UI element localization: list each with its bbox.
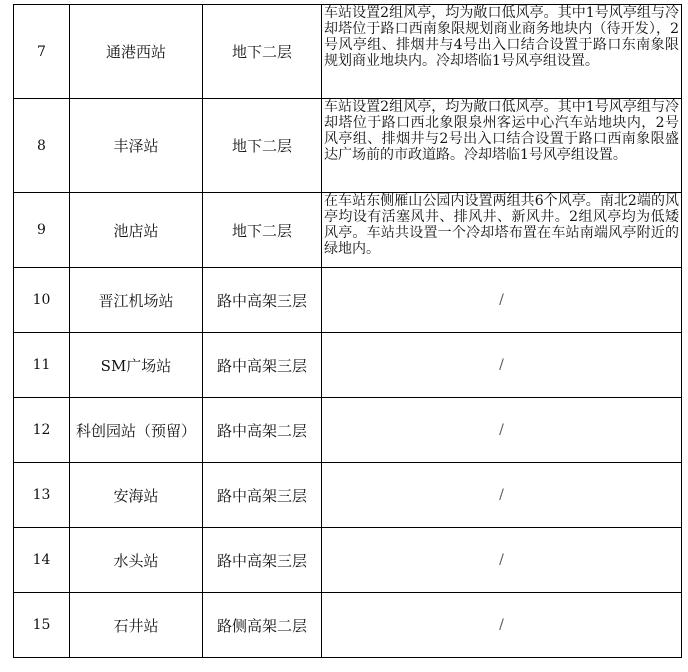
station-form: 路中高架三层: [203, 528, 322, 593]
table-row: [14, 193, 682, 268]
table-row: [14, 333, 682, 398]
station-name: 池店站: [70, 193, 203, 268]
row-number: 9: [14, 193, 70, 268]
station-name: 晋江机场站: [70, 268, 203, 333]
table-row: [14, 528, 682, 593]
row-number: 8: [14, 99, 70, 193]
station-form: 路中高架三层: [203, 333, 322, 398]
table-row: [14, 99, 682, 193]
station-description: 在车站东侧雁山公园内设置两组共6个风亭。南北2端的风亭均设有活塞风井、排风井、新风井。2组风亭均为低矮风亭。车站共设置一个冷却塔布置在车站南端风亭附近的绿地内。: [322, 193, 682, 268]
station-form: 路中高架三层: [203, 463, 322, 528]
station-form: 地下二层: [203, 5, 322, 99]
row-number: 10: [14, 268, 70, 333]
station-form: 地下二层: [203, 193, 322, 268]
station-name: 丰泽站: [70, 99, 203, 193]
station-description: /: [322, 463, 682, 528]
stations-table: [13, 4, 682, 658]
table-row: [14, 268, 682, 333]
station-name: SM广场站: [70, 333, 203, 398]
station-form: 路中高架二层: [203, 398, 322, 463]
row-number: 15: [14, 593, 70, 658]
station-description: 车站设置2组风亭，均为敞口低风亭。其中1号风亭组与冷却塔位于路口西北象限泉州客运中心汽车站地块内，2号风亭组、排烟井与2号出入口结合设置于路口西南象限盛达广场前的市政道路。冷却塔临1号风亭组设置。: [322, 99, 682, 193]
station-description: /: [322, 593, 682, 658]
row-number: 11: [14, 333, 70, 398]
station-description: 车站设置2组风亭，均为敞口低风亭。其中1号风亭组与冷却塔位于路口西南象限规划商业商务地块内（待开发），2号风亭组、排烟井与4号出入口结合设置于路口东南象限规划商业地块内。冷却塔临1号风亭组设置。: [322, 5, 682, 99]
table-row: [14, 593, 682, 658]
station-name: 科创园站（预留）: [70, 398, 203, 463]
station-description: /: [322, 528, 682, 593]
station-name: 安海站: [70, 463, 203, 528]
station-description: /: [322, 268, 682, 333]
station-name: 石井站: [70, 593, 203, 658]
row-number: 7: [14, 5, 70, 99]
station-name: 通港西站: [70, 5, 203, 99]
station-form: 地下二层: [203, 99, 322, 193]
table-row: [14, 5, 682, 99]
row-number: 12: [14, 398, 70, 463]
table-row: [14, 463, 682, 528]
row-number: 13: [14, 463, 70, 528]
station-form: 路中高架三层: [203, 268, 322, 333]
station-description: /: [322, 333, 682, 398]
row-number: 14: [14, 528, 70, 593]
table-row: [14, 398, 682, 463]
station-description: /: [322, 398, 682, 463]
station-form: 路侧高架二层: [203, 593, 322, 658]
station-name: 水头站: [70, 528, 203, 593]
